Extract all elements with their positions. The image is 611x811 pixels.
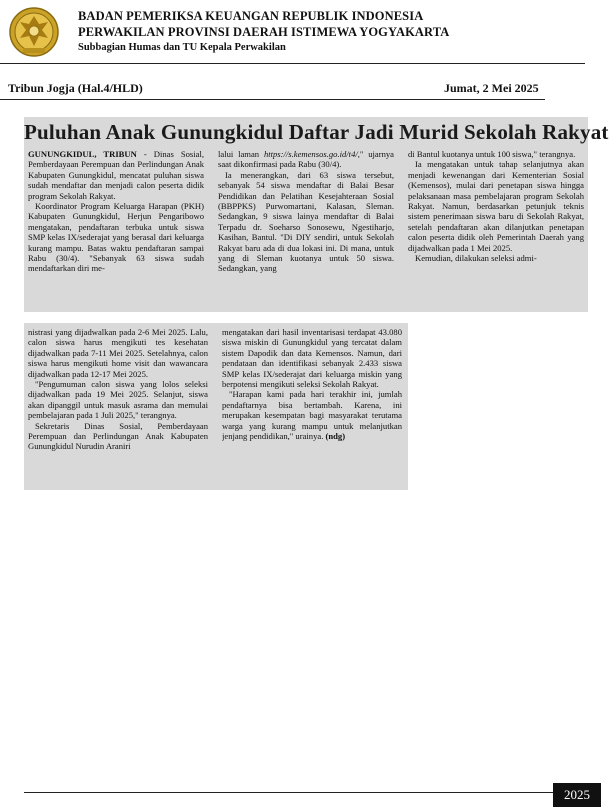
registration-url: https://s.kemensos.go.id/t4/: [263, 149, 358, 159]
paragraph: mengatakan dari hasil inventarisasi terdapat 43.080 siswa miskin di Gunungkidul yang tercatat dalam sistem Dapodik dan data Kemensos. Namun, dari pendataan dan identifikasi sebanyak 2.433 siswa SMP kelas IX/sederajat dari keluarga miskin yang berpotensi mengikuti seleksi Sekolah Rakyat.: [222, 327, 402, 390]
paragraph: [222, 389, 402, 441]
article-headline: Puluhan Anak Gunungkidul Daftar Jadi Murid Sekolah Rakyat: [24, 120, 609, 144]
paragraph: "Pengumuman calon siswa yang lolos seleksi dijadwalkan pada 19 Mei 2025. Selanjut, siswa akan dipanggil untuk masuk asrama dan memulai pembelajaran pada 1 Juli 2025," terangnya.: [28, 379, 208, 421]
footer-divider: [24, 792, 553, 793]
article-column-5: [222, 327, 402, 487]
paragraph-text: - Dinas Sosial, Pemberdayaan Perempuan dan Perlindungan Anak Kabupaten Gunungkidul, mencatat puluhan siswa sudah mendaftar dan menjadi calon peserta didik program Sekolah Rakyat.: [28, 149, 204, 201]
paragraph: Ia menerangkan, dari 63 siswa tersebut, sebanyak 54 siswa mendaftar di Balai Besar Pendidikan dan Pelatihan Kesejahteraan Sosial (BBPPKS) Purwomartani, Kalasan, Sleman. Sedangkan, 9 siswa lainya mendaftar di Balai Terpadu dr. Soeharso Sonosewu, Ngestiharjo, Kasihan, Bantul. "Di DIY sendiri, untuk Sekolah Rakyat baru ada di dua lokasi ini. Di mana, untuk yang di Sleman kuotanya untuk 50 siswa. Sedangkan, yang: [218, 169, 394, 274]
article-column-2: [218, 149, 394, 311]
paragraph-text: lalui laman: [218, 149, 264, 159]
article-column-4: [28, 327, 208, 487]
article-column-3: [408, 149, 584, 311]
article-clipping-top: [24, 117, 609, 312]
paragraph: [28, 149, 204, 201]
paragraph: Koordinator Program Keluarga Harapan (PKH) Kabupaten Gunungkidul, Herjun Pengaribowo mengatakan, pendaftaran terbuka untuk siswa SMP kelas IX/sederajat yang berasal dari keluarga kurang mampu. Batas waktu pendaftaran sampai Rabu (30/4). "Sebanyak 63 siswa sudah mendaftarkan diri me-: [28, 201, 204, 274]
source-label: Tribun Jogja (Hal.4/HLD): [8, 81, 143, 95]
article-columns-top: [28, 149, 584, 311]
article-clipping-bottom: [24, 323, 408, 490]
article-columns-bottom: [28, 327, 404, 487]
paragraph: [218, 149, 394, 170]
organization-name: [78, 8, 449, 55]
bpk-logo-icon: [8, 4, 60, 60]
org-line-3: Subbagian Humas dan TU Kepala Perwakilan: [78, 42, 286, 53]
article-dateline: GUNUNGKIDUL, TRIBUN: [28, 149, 137, 159]
year-badge: 2025: [553, 783, 601, 807]
paragraph-text: ," ujarnya saat dikonfirmasi pada Rabu (30/4).: [218, 149, 394, 170]
paragraph-text: "Harapan kami pada hari terakhir ini, jumlah pendaftarnya bisa bertambah. Karena, ini merupakan kesempatan bagi masyarakat terutama warga yang kurang mampu untuk melanjutkan jenjang pendidikan," urainya.: [222, 389, 402, 442]
org-line-2: PERWAKILAN PROVINSI DAERAH ISTIMEWA YOGYAKARTA: [78, 25, 450, 39]
paragraph: di Bantul kuotanya untuk 100 siswa," terangnya.: [408, 149, 576, 159]
page-header: [0, 0, 611, 70]
header-divider: [0, 63, 585, 64]
paragraph: nistrasi yang dijadwalkan pada 2-6 Mei 2025. Lalu, calon siswa harus mengikuti tes kesehatan dijadwalkan pada 7-11 Mei 2025. Setelahnya, calon siswa harus mengikuti home visit dan wawancara dijadwalkan pada 12-17 Mei 2025.: [28, 327, 208, 379]
paragraph: Sekretaris Dinas Sosial, Pemberdayaan Perempuan dan Perlindungan Anak Kabupaten Gunungkidul Nurudin Araniri: [28, 420, 208, 452]
date-label: Jumat, 2 Mei 2025: [444, 81, 539, 95]
meta-divider: [0, 99, 545, 100]
paragraph: Ia mengatakan untuk tahap selanjutnya akan menjadi kewenangan dari Kementerian Sosial (Kemensos), mulai dari penetapan siswa hingga pelaksanaan masa pembelajaran program Sekolah Rakyat. Namun, berdasarkan petunjuk teknis sistem penerimaan siswa baru di Sekolah Rakyat, setelah pendaftaran akan dilanjutkan penetapan calon peserta didik oleh Pemerintah Daerah yang dijadwalkan pada 1 Mei 2025.: [408, 159, 584, 253]
org-line-1: BADAN PEMERIKSA KEUANGAN REPUBLIK INDONESIA: [78, 9, 424, 23]
paragraph: Kemudian, dilakukan seleksi admi-: [415, 253, 537, 264]
author-signature: (ndg): [325, 431, 346, 442]
article-column-1: [28, 149, 204, 311]
